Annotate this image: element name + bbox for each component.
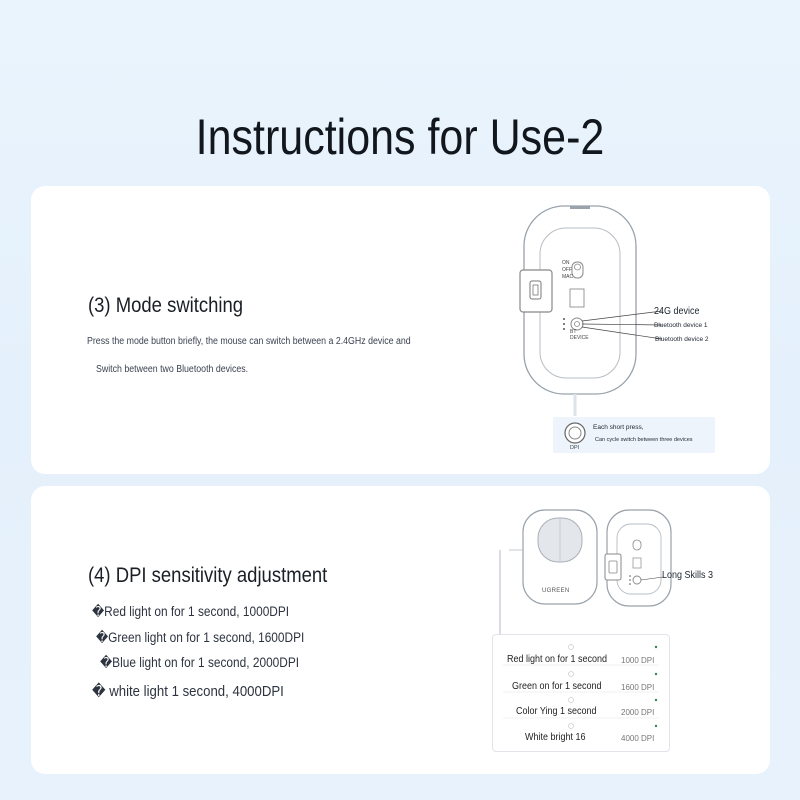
dpi-adjustment-card <box>31 486 770 774</box>
long-press-label: Long Skills 3 <box>662 570 714 581</box>
dpi-table-label-3: Color Ying 1 second <box>516 706 597 717</box>
label-24g-device: 24G device <box>654 306 700 317</box>
dpi-table-value-3: 2000 DPI <box>621 708 655 717</box>
mode-switching-line-2: Switch between two Bluetooth devices. <box>96 364 249 375</box>
dpi-line-red: �Red light on for 1 second, 1000DPI <box>92 604 290 619</box>
label-bluetooth-device-2: Bluetooth device 2 <box>655 336 709 343</box>
dpi-table-label-4: White bright 16 <box>525 732 586 743</box>
switch-label-on: ON <box>562 260 570 266</box>
mode-button-callout <box>553 417 715 453</box>
switch-label-mac: MAC <box>562 274 574 280</box>
label-bluetooth-device-1: Bluetooth device 1 <box>654 322 708 329</box>
brand-logo: UGREEN <box>542 588 570 594</box>
switch-label-off: OFF <box>562 267 572 273</box>
mode-switching-line-1: Press the mode button briefly, the mouse can switch between a 2.4GHz device and <box>87 336 411 347</box>
mode-label-bt: BT <box>570 329 577 335</box>
dpi-heading: (4) DPI sensitivity adjustment <box>88 564 328 587</box>
mode-switching-heading: (3) Mode switching <box>88 294 244 317</box>
dpi-table-value-2: 1600 DPI <box>621 683 655 692</box>
dpi-table <box>492 634 670 752</box>
dpi-line-green: �Green light on for 1 second, 1600DPI <box>96 630 305 645</box>
mouse-bottom-small-illustration <box>605 510 675 610</box>
callout-line-2: Can cycle switch between three devices <box>595 437 693 443</box>
mode-switching-card <box>31 186 770 474</box>
dpi-table-label-1: Red light on for 1 second <box>507 654 608 665</box>
dpi-button-icon <box>563 421 587 445</box>
dpi-button-label: DPI <box>570 445 580 451</box>
dpi-line-blue: �Blue light on for 1 second, 2000DPI <box>100 655 300 670</box>
mode-label-device: DEVICE <box>570 335 589 341</box>
callout-line-1: Each short press, <box>593 424 644 431</box>
dpi-table-value-1: 1000 DPI <box>621 656 655 665</box>
dpi-table-label-2: Green on for 1 second <box>512 681 602 692</box>
page-title: Instructions for Use-2 <box>195 109 605 165</box>
dpi-table-value-4: 4000 DPI <box>621 734 655 743</box>
mouse-bottom-illustration <box>520 206 640 416</box>
dpi-line-white: � white light 1 second, 4000DPI <box>92 683 284 700</box>
